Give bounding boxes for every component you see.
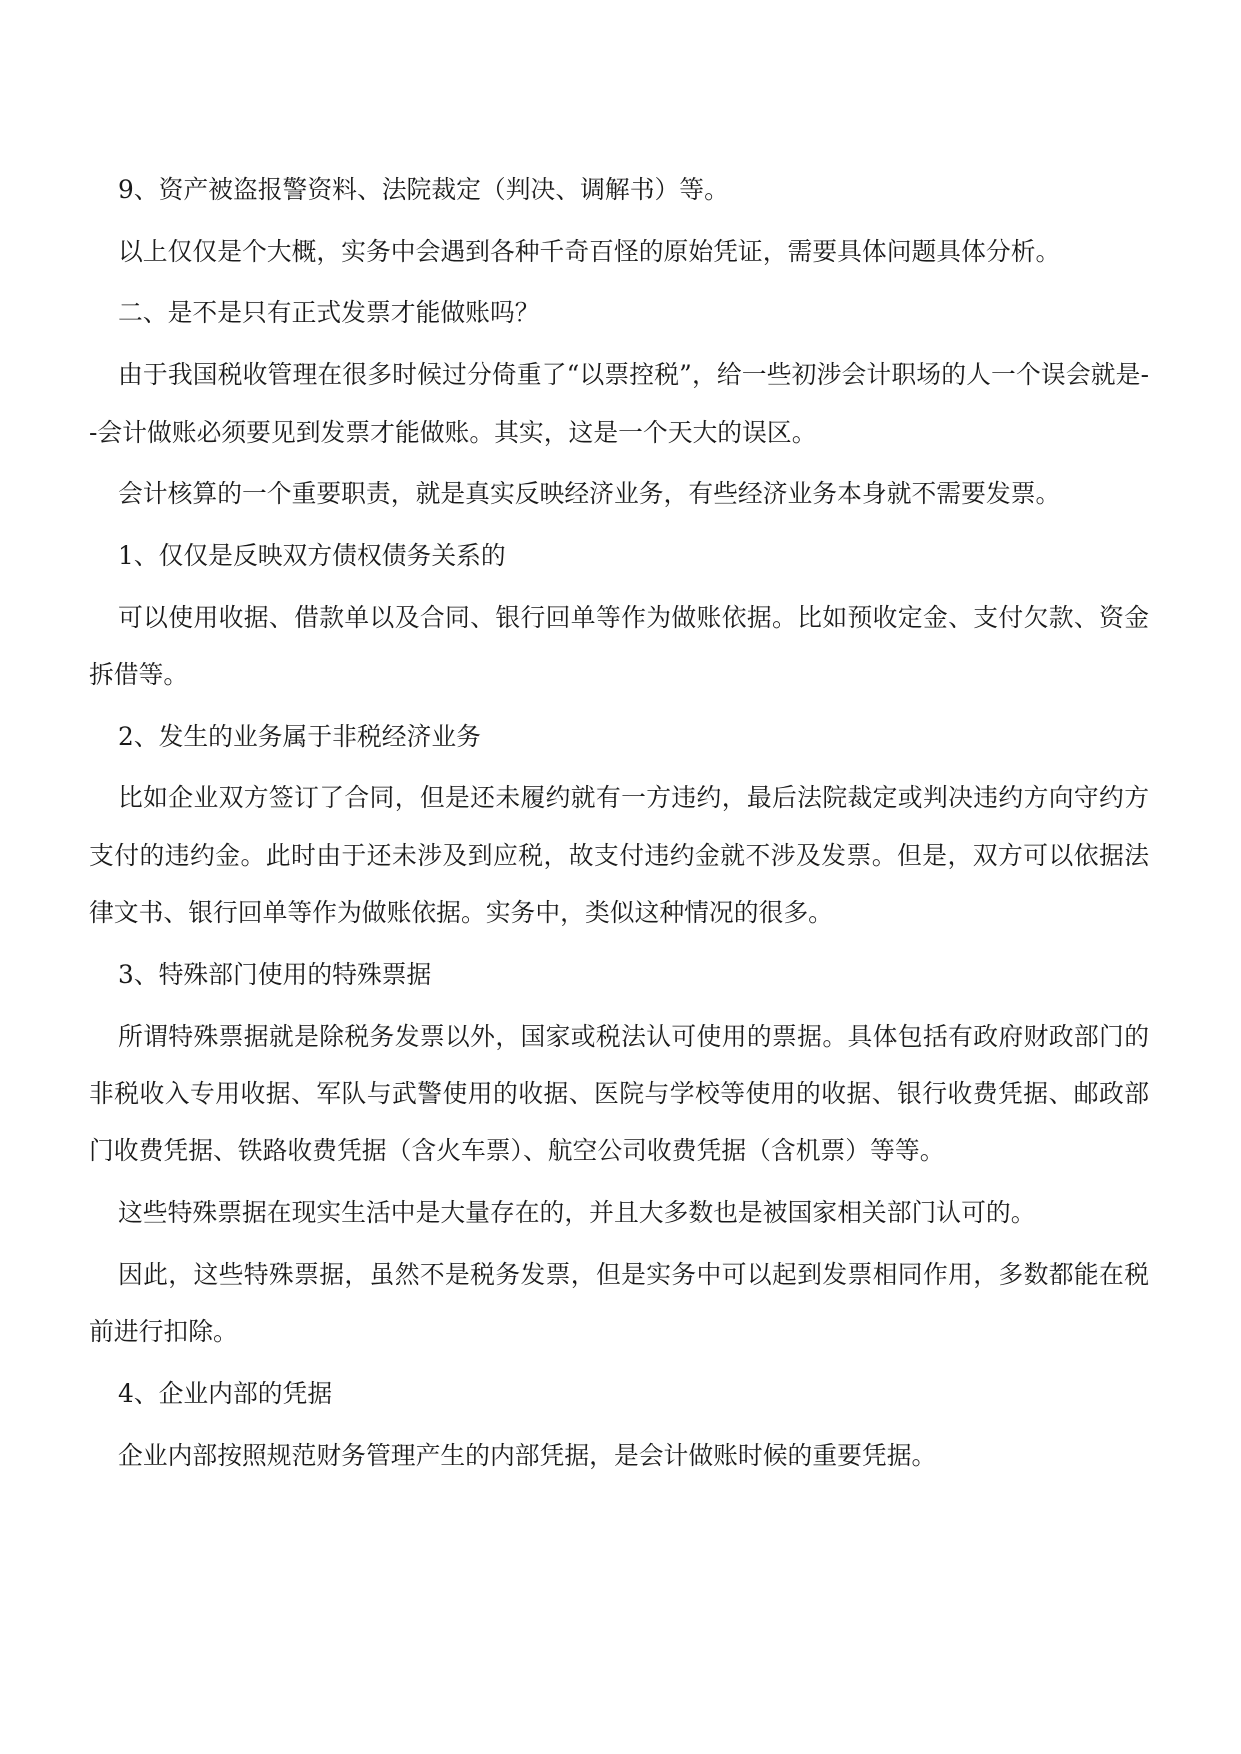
subheading-3: 3、特殊部门使用的特殊票据 (118, 959, 432, 989)
paragraph-invoice-misconception: 由于我国税收管理在很多时候过分倚重了“以票控税”，给一些初涉会计职场的人一个误会就是--会计做账必须要见到发票才能做账。其实，这是一个天大的误区。 (89, 360, 1149, 447)
section-heading-2: 二、是不是只有正式发票才能做账吗？ (118, 298, 540, 328)
paragraph-item-9: 9、资产被盗报警资料、法院裁定（判决、调解书）等。 (118, 175, 729, 204)
paragraph-receipts: 可以使用收据、借款单以及合同、银行回单等作为做账依据。比如预收定金、支付欠款、资金拆借等。 (89, 602, 1149, 690)
paragraph-tax-deduction: 因此，这些特殊票据，虽然不是税务发票，但是实务中可以起到发票相同作用，多数都能在税前进行扣除。 (89, 1259, 1149, 1347)
paragraph-accounting-duty: 会计核算的一个重要职责，就是真实反映经济业务，有些经济业务本身就不需要发票。 (118, 479, 1061, 509)
subheading-4: 4、企业内部的凭据 (118, 1378, 333, 1408)
document-body (89, 161, 1149, 1488)
paragraph-special-receipts-recognized: 这些特殊票据在现实生活中是大量存在的，并且大多数也是被国家相关部门认可的。 (118, 1198, 1036, 1228)
paragraph-penalty-example: 比如企业双方签订了合同，但是还未履约就有一方违约，最后法院裁定或判决违约方向守约方支付的违约金。此时由于还未涉及到应税，故支付违约金就不涉及发票。但是，双方可以依据法律文书、银行回单等作为做账依据。实务中，类似这种情况的很多。 (89, 783, 1149, 928)
paragraph-summary: 以上仅仅是个大概，实务中会遇到各种千奇百怪的原始凭证，需要具体问题具体分析。 (118, 236, 1061, 266)
subheading-2: 2、发生的业务属于非税经济业务 (118, 721, 481, 751)
paragraph-special-receipts: 所谓特殊票据就是除税务发票以外，国家或税法认可使用的票据。具体包括有政府财政部门的非税收入专用收据、军队与武警使用的收据、医院与学校等使用的收据、银行收费凭据、邮政部门收费凭据、铁路收费凭据（含火车票）、航空公司收费凭据（含机票）等等。 (89, 1021, 1149, 1166)
subheading-1: 1、仅仅是反映双方债权债务关系的 (118, 540, 506, 570)
paragraph-internal-vouchers: 企业内部按照规范财务管理产生的内部凭据，是会计做账时候的重要凭据。 (118, 1440, 937, 1470)
